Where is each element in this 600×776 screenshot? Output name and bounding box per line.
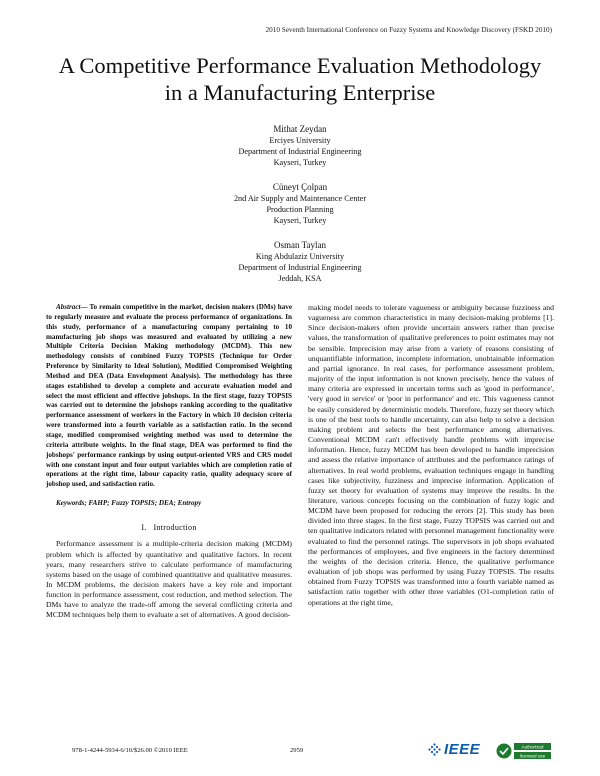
conference-header: 2010 Seventh International Conference on Fuzzy Systems and Knowledge Discovery (FSKD 2010) bbox=[265, 26, 552, 34]
abstract-label: Abstract bbox=[56, 303, 81, 311]
xplore-bottom-text: licensed use bbox=[519, 753, 546, 759]
title-line-1: A Competitive Performance Evaluation Methodology bbox=[58, 53, 542, 78]
footer-isbn: 978-1-4244-5934-6/10/$26.00 ©2010 IEEE bbox=[72, 747, 188, 754]
abstract-text: — To remain competitive in the market, decision makers (DMs) have to regularly measure and evaluate the process performance of organizations. In this study, performance of a manufacturing company pertaining to 10 manufacturing job shops was measured and evaluated by utilizing a new Multiple Criteria Decision Making methodology (MCDM). This new methodology consists of combined Fuzzy TOPSIS (Technique for Order Preference by Similarity to Ideal Solution), Modified Compromised Weighting Method and DEA (Data Envelopment Analysis). The methodology has three stages established to develop a complete and accurate evaluation model and select the most efficient and effective jobshops. In the first stage, fuzzy TOPSIS was carried out to determine the jobshops ranking according to the qualitative performance assessment of workers in the Factory in which 10 decision criteria were transformed into a fourth variable as a satisfaction ratio. In the second stage, modified compromised weighting method was used to determine the criteria attribute weights. In the final stage, DEA was performed to find the jobshops' performance rankings by using output-oriented VRS and CRS model with one constant input and four output variables which are completion ratio of operations at the right time, labour capacity ratio, quality adequacy score of jobshop used, and satisfaction ratio. bbox=[46, 303, 292, 489]
left-column bbox=[46, 303, 292, 621]
xplore-top-text: Authorized bbox=[521, 744, 544, 750]
author-name: Osman Taylan bbox=[274, 240, 326, 250]
author-affiliation: Erciyes University bbox=[269, 136, 331, 145]
section-title: Introduction bbox=[153, 523, 197, 533]
intro-continued-paragraph: making model needs to tolerate vagueness or ambiguity because fuzziness and vagueness are common characteristics in many decision-making problems [1]. Since decision-makers often provide uncertain answers rather than precise values, the transformation of qualitative preferences to point estimates may not be sensible. Imprecision may arise from a variety of reasons consisting of unquantifiable information, incomplete information, unobtainable information and partial ignorance. In real cases, for performance assessment problem, majority of the input information is not known precisely, hence the values of many criteria are expressed in uncertain terms such as 'good in performance', 'very good in service' or 'poor in performance' and etc. This vagueness cannot be easily considered by deterministic models. Therefore, fuzzy set theory which is one of the best tools to handle uncertainty, can also help to solve a decision making problem and selects the best performance among alternatives. Conventional MCDM can't effectively handle problems with imprecise information. Hence, fuzzy MCDM has been developed to handle imprecision and assess the relative importance of attributes and the performance ratings of alternatives. In real world problems, evaluation techniques engage in handling cases like subjectivity, fuzziness and imprecise information. Application of fuzzy set theory for evaluation of systems may improve the results. In the literature, various concepts focusing on the combination of fuzzy logic and MCDM have been proposed for reducing the errors [2]. This study has been divided into three stages. In the first stage, Fuzzy TOPSIS was carried out and ten qualitative indicators related with personnel management functionality were evaluated to find the personnel ratings. The supervisors in job shops evaluated the performances of employees, and five engineers in the factory determined the weights of the decision criteria. Hence, the qualitative performance evaluation of job shops was performed by using Fuzzy TOPSIS. The results obtained from Fuzzy TOPSIS was transformed into a fourth variable named as satisfaction ratio together with other three variables (O1-completion ratio of operations at the right time, bbox=[308, 303, 554, 607]
ieee-wordmark: IEEE bbox=[444, 741, 481, 758]
title-line-2: in a Manufacturing Enterprise bbox=[164, 80, 436, 105]
author-department: Department of Industrial Engineering bbox=[238, 263, 362, 272]
author-affiliation: 2nd Air Supply and Maintenance Center bbox=[233, 194, 367, 203]
abstract bbox=[46, 303, 292, 490]
right-column bbox=[308, 303, 554, 608]
author-name: Cüneyt Çolpan bbox=[272, 182, 328, 192]
author-block-1 bbox=[150, 124, 450, 168]
ieee-diamond-icon bbox=[428, 743, 441, 756]
xplore-badge-icon bbox=[496, 740, 552, 762]
page-number: 2959 bbox=[290, 747, 304, 754]
author-location: Kayseri, Turkey bbox=[273, 216, 327, 225]
section-number: I. bbox=[141, 523, 147, 533]
author-location: Kayseri, Turkey bbox=[273, 158, 327, 167]
author-name: Mithat Zeydan bbox=[273, 124, 327, 134]
author-block-2 bbox=[150, 182, 450, 226]
author-location: Jeddah, KSA bbox=[278, 274, 322, 283]
author-block-3 bbox=[150, 240, 450, 284]
section-heading bbox=[46, 523, 292, 533]
paper-title bbox=[30, 52, 570, 106]
keywords: Keywords; FAHP; Fuzzy TOPSIS; DEA; Entropy bbox=[56, 499, 202, 508]
author-department: Production Planning bbox=[266, 205, 334, 214]
author-affiliation: King Abdulaziz University bbox=[255, 252, 345, 261]
author-department: Department of Industrial Engineering bbox=[238, 147, 362, 156]
ieee-logo bbox=[428, 740, 488, 760]
intro-paragraph: Performance assessment is a multiple-criteria decision making (MCDM) problem which is affected by quantitative and qualitative factors. In recent years, many researchers strive to calculate performance of manufacturing systems based on the usage of combined quantitative and qualitative measures. In MCDM problems, the decision makers have a key role and important function in performance assessment, cost reduction, and method selection. The DMs have to analyze the trade-off among the several conflicting criteria and MCDM techniques help them to evaluate a set of alternatives. A good decision- bbox=[46, 539, 292, 620]
